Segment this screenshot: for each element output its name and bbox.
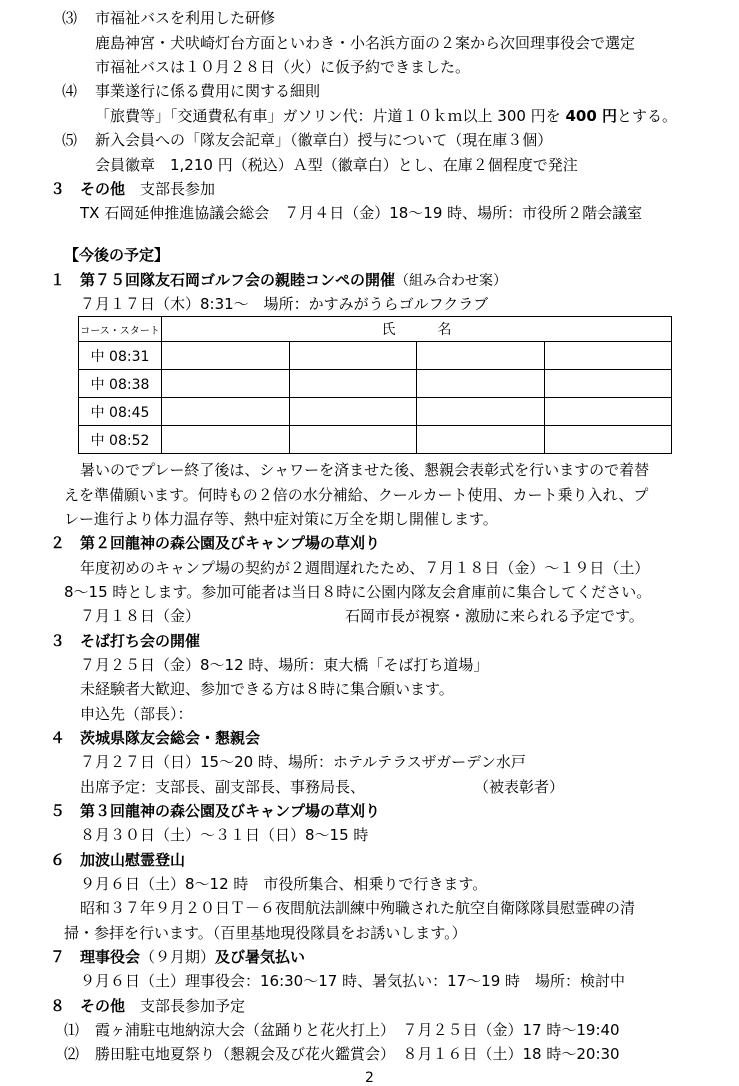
start-time-cell: 中 08:52	[79, 426, 162, 454]
name-cell	[162, 342, 290, 370]
table-header-course: コース・スタート	[79, 317, 162, 342]
event-3-line3: 申込先（部長）：	[80, 705, 193, 723]
event-6-line3: 掃・参拝を行います。（百里基地現役隊員をお誘いします。）	[64, 924, 467, 942]
event-1-para-line3: レー進行より体力温存等、熱中症対策に万全を期し開催します。	[64, 510, 498, 528]
item-4-line1-emph: 400 円	[565, 107, 617, 125]
name-cell	[289, 370, 417, 398]
event-6-title: 加波山慰霊登山	[80, 851, 186, 869]
event-8-sub: 支部長参加予定	[140, 997, 246, 1015]
event-4-number: ４	[50, 729, 66, 747]
table-row	[79, 426, 672, 454]
event-5-line1: ８月３０日（土）～３１日（日）8～15 時	[80, 826, 369, 844]
event-7-sub: （９月期）	[140, 948, 216, 966]
event-8-heading	[80, 996, 245, 1016]
event-2-number: ２	[50, 534, 66, 552]
name-cell	[162, 370, 290, 398]
name-cell	[544, 398, 672, 426]
section-3-number: ３	[50, 180, 66, 198]
table-header-row	[79, 317, 672, 342]
name-cell	[417, 398, 545, 426]
section-3-sub: 支部長参加	[140, 180, 216, 198]
table-row	[79, 342, 672, 370]
event-5-number: ５	[50, 802, 66, 820]
start-time-cell: 中 08:38	[79, 370, 162, 398]
item-3-title: 市福祉バスを利用した研修	[95, 9, 276, 27]
golf-pairing-table	[78, 316, 672, 454]
item-4-title: 事業遂行に係る費用に関する細則	[95, 82, 321, 100]
event-8-title: その他	[80, 997, 126, 1015]
item-3-line2: 市福祉バスは１０月２８日（火）に仮予約できました。	[95, 58, 471, 76]
event-7-title2: 及び暑気払い	[215, 948, 306, 966]
event-1-number: １	[50, 271, 66, 289]
name-cell	[544, 370, 672, 398]
start-time-cell: 中 08:45	[79, 398, 162, 426]
page-number: 2	[365, 1070, 374, 1086]
event-4-line1: ７月２７日（日）15～20 時、場所：ホテルテラスザガーデン水戸	[80, 753, 526, 771]
event-2-para-line2: 8～15 時とします。参加可能者は当日８時に公園内隊友会倉庫前に集合してください。	[64, 583, 652, 601]
table-header-name: 氏 名	[162, 317, 672, 342]
event-1-title: 第７５回隊友石岡ゴルフ会の親睦コンペの開催	[80, 271, 396, 289]
event-2-title: 第２回龍神の森公園及びキャンプ場の草刈り	[80, 534, 381, 552]
event-5-title: 第３回龍神の森公園及びキャンプ場の草刈り	[80, 802, 381, 820]
name-cell	[162, 398, 290, 426]
event-2-line3b: 石岡市長が視察・激励に来られる予定です。	[345, 607, 644, 625]
item-5-line1: 会員徽章 1,210 円（税込）Ａ型（徽章白）とし、在庫２個程度で発注	[95, 156, 578, 174]
start-time-cell: 中 08:31	[79, 342, 162, 370]
table-row	[79, 370, 672, 398]
event-1-line1: ７月１７日（木）8:31～ 場所：かすみがうらゴルフクラブ	[80, 295, 489, 313]
event-3-title: そば打ち会の開催	[80, 632, 201, 650]
event-8-item2-text: 勝田駐屯地夏祭り（懇親会及び花火鑑賞会） ８月１６日（土）18 時～20:30	[95, 1045, 620, 1063]
section-3-title: その他	[80, 180, 126, 198]
future-heading: 【今後の予定】	[64, 246, 170, 264]
event-6-number: ６	[50, 851, 66, 869]
event-4-line2a: 出席予定：支部長、副支部長、事務局長、	[80, 778, 366, 796]
section-3-line1: TX 石岡延伸推進協議会総会 ７月４日（金）18～19 時、場所：市役所２階会議室	[80, 204, 643, 222]
event-6-line1: ９月６日（土）8～12 時 市役所集合、相乗りで行きます。	[80, 875, 488, 893]
event-3-line1: ７月２５日（金）8～12 時、場所：東大橋「そば打ち道場」	[80, 656, 489, 674]
table-row	[79, 398, 672, 426]
event-8-item1-number: ⑴	[64, 1021, 80, 1039]
item-4-line1-a: 「旅費等」「交通費私有車」ガソリン代：片道１０ｋｍ以上 300 円を	[95, 107, 566, 125]
event-4-line2b: （被表彰者）	[474, 778, 565, 796]
event-2-line3a: ７月１８日（金）	[80, 607, 201, 625]
item-3-line1: 鹿島神宮・犬吠崎灯台方面といわき・小名浜方面の２案から次回理事役会で選定	[95, 34, 636, 52]
event-4-title: 茨城県隊友会総会・懇親会	[80, 729, 261, 747]
name-cell	[544, 426, 672, 454]
name-cell	[289, 342, 417, 370]
item-4-line1-c: とする。	[617, 107, 678, 125]
name-cell	[162, 426, 290, 454]
item-3-number: ⑶	[62, 9, 78, 27]
name-cell	[544, 342, 672, 370]
item-4-line1	[95, 106, 677, 126]
event-3-line2: 未経験者大歓迎、参加できる方は８時に集合願います。	[80, 680, 454, 698]
event-8-number: ８	[50, 997, 66, 1015]
event-2-para-line1: 年度初めのキャンプ場の契約が２週間遅れたため、７月１８日（金）～１９日（土）	[80, 559, 650, 577]
section-3-heading	[80, 179, 215, 199]
event-8-item2-number: ⑵	[64, 1045, 80, 1063]
event-7-heading	[80, 947, 305, 967]
event-6-line2: 昭和３７年９月２０日Ｔ－６夜間航法訓練中殉職された航空自衛隊隊員慰霊碑の清	[80, 899, 636, 917]
event-8-item1-text: 霞ヶ浦駐屯地納涼大会（盆踊りと花火打上） ７月２５日（金）17 時～19:40	[95, 1021, 620, 1039]
event-7-number: ７	[50, 948, 66, 966]
item-5-title: 新入会員への「隊友会記章」（徽章白）授与について（現在庫３個）	[95, 131, 553, 149]
name-cell	[417, 342, 545, 370]
event-1-para-line1: 暑いのでプレー終了後は、シャワーを済ませた後、懇親会表彰式を行いますので着替	[80, 461, 650, 479]
event-7-title: 理事役会	[80, 948, 141, 966]
event-1-heading	[80, 270, 507, 291]
event-3-number: ３	[50, 632, 66, 650]
event-1-sub: （組み合わせ案）	[395, 273, 508, 289]
item-4-number: ⑷	[62, 82, 78, 100]
event-1-para-line2: えを準備願います。何時もの２倍の水分補給、クールカート使用、カート乗り入れ、プ	[64, 486, 649, 504]
name-cell	[289, 426, 417, 454]
name-cell	[417, 426, 545, 454]
name-cell	[289, 398, 417, 426]
item-5-number: ⑸	[62, 131, 78, 149]
event-7-line1: ９月６日（土）理事役会：16:30～17 時、暑気払い：17～19 時 場所：検討中	[80, 972, 626, 990]
name-cell	[417, 370, 545, 398]
